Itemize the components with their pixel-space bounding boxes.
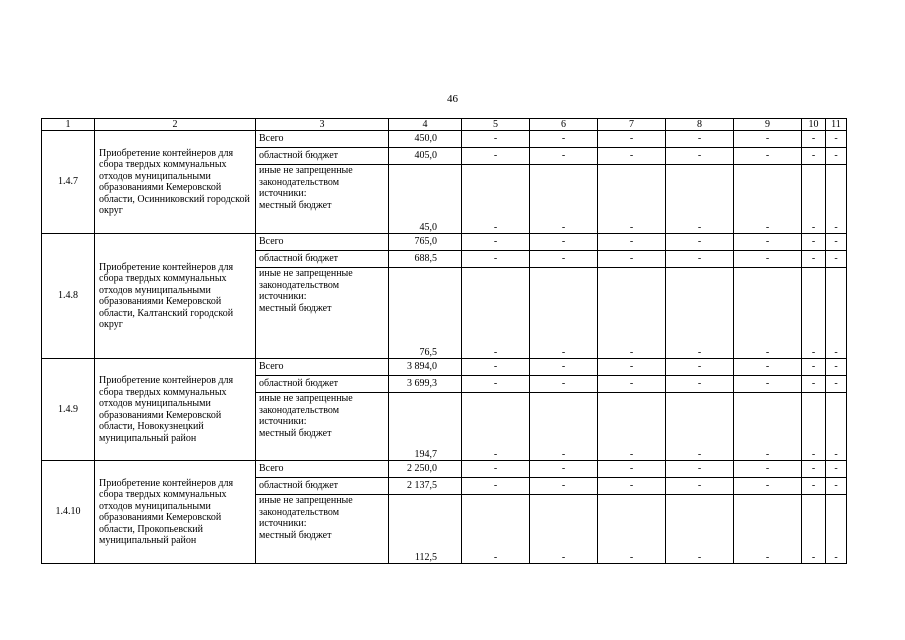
source-other-label: иные не запрещенные законодательством источники: — [259, 393, 353, 427]
source-other-label: иные не запрещенные законодательством источники: — [259, 165, 353, 199]
value-cell: - — [826, 359, 847, 376]
value-cell: - — [802, 461, 826, 478]
value-cell: - — [598, 251, 666, 268]
value-cell: - — [598, 478, 666, 495]
value-cell: - — [530, 268, 598, 359]
budget-table — [41, 118, 847, 564]
header-cell: 11 — [826, 119, 847, 131]
total-value: 765,0 — [389, 234, 462, 251]
value-cell: - — [826, 376, 847, 393]
source-total-label: Всего — [256, 234, 389, 251]
source-other-label: иные не запрещенные законодательством источники: — [259, 268, 353, 302]
value-cell: - — [530, 148, 598, 165]
value-cell: - — [826, 131, 847, 148]
item-number: 1.4.8 — [42, 234, 95, 359]
value-cell: - — [598, 359, 666, 376]
value-cell: - — [734, 131, 802, 148]
item-name: Приобретение контейнеров для сбора твердых коммунальных отходов муниципальными образованиями Кемеровской области, Прокопьевский муниципальный район — [95, 461, 256, 564]
value-cell: - — [530, 393, 598, 461]
value-cell: - — [666, 495, 734, 564]
value-cell: - — [734, 148, 802, 165]
value-cell: - — [826, 478, 847, 495]
total-value: 3 894,0 — [389, 359, 462, 376]
table-row-total — [42, 131, 847, 148]
value-cell: - — [826, 393, 847, 461]
value-cell: - — [530, 495, 598, 564]
value-cell: - — [530, 165, 598, 234]
value-cell: - — [530, 234, 598, 251]
value-cell: - — [598, 376, 666, 393]
source-total-label: Всего — [256, 131, 389, 148]
item-number: 1.4.9 — [42, 359, 95, 461]
value-cell: - — [802, 251, 826, 268]
value-cell: - — [462, 251, 530, 268]
region-value: 3 699,3 — [389, 376, 462, 393]
source-local-label: местный бюджет — [259, 427, 332, 439]
value-cell: - — [734, 251, 802, 268]
value-cell: - — [666, 461, 734, 478]
value-cell: - — [802, 131, 826, 148]
value-cell: - — [462, 359, 530, 376]
value-cell: - — [666, 268, 734, 359]
source-total-label: Всего — [256, 359, 389, 376]
value-cell: - — [598, 495, 666, 564]
value-cell: - — [530, 461, 598, 478]
value-cell: - — [826, 461, 847, 478]
value-cell: - — [462, 268, 530, 359]
value-cell: - — [666, 165, 734, 234]
value-cell: - — [802, 376, 826, 393]
value-cell: - — [462, 234, 530, 251]
source-local-label: местный бюджет — [259, 302, 332, 314]
value-cell: - — [734, 268, 802, 359]
page-number: 46 — [447, 93, 458, 105]
local-value: 194,7 — [389, 393, 462, 461]
source-other-cell — [256, 393, 389, 461]
value-cell: - — [462, 376, 530, 393]
value-cell: - — [826, 148, 847, 165]
source-other-cell — [256, 495, 389, 564]
source-region-label: областной бюджет — [256, 376, 389, 393]
table-row-total — [42, 234, 847, 251]
total-value: 450,0 — [389, 131, 462, 148]
value-cell: - — [462, 495, 530, 564]
source-local-label: местный бюджет — [259, 199, 332, 211]
value-cell: - — [598, 131, 666, 148]
value-cell: - — [666, 376, 734, 393]
local-value: 76,5 — [389, 268, 462, 359]
value-cell: - — [802, 359, 826, 376]
local-value: 112,5 — [389, 495, 462, 564]
header-cell: 9 — [734, 119, 802, 131]
region-value: 2 137,5 — [389, 478, 462, 495]
total-value: 2 250,0 — [389, 461, 462, 478]
value-cell: - — [802, 478, 826, 495]
header-cell: 1 — [42, 119, 95, 131]
value-cell: - — [530, 131, 598, 148]
value-cell: - — [462, 461, 530, 478]
value-cell: - — [826, 234, 847, 251]
value-cell: - — [462, 393, 530, 461]
value-cell: - — [734, 376, 802, 393]
table-body — [42, 131, 847, 564]
value-cell: - — [734, 393, 802, 461]
value-cell: - — [666, 148, 734, 165]
header-cell: 2 — [95, 119, 256, 131]
value-cell: - — [826, 165, 847, 234]
value-cell: - — [666, 478, 734, 495]
value-cell: - — [666, 251, 734, 268]
value-cell: - — [802, 165, 826, 234]
source-region-label: областной бюджет — [256, 478, 389, 495]
value-cell: - — [734, 478, 802, 495]
value-cell: - — [734, 461, 802, 478]
item-name: Приобретение контейнеров для сбора твердых коммунальных отходов муниципальными образованиями Кемеровской области, Осинниковский городской округ — [95, 131, 256, 234]
table-header-row — [42, 119, 847, 131]
value-cell: - — [530, 359, 598, 376]
value-cell: - — [666, 131, 734, 148]
region-value: 688,5 — [389, 251, 462, 268]
value-cell: - — [462, 148, 530, 165]
value-cell: - — [734, 234, 802, 251]
item-number: 1.4.10 — [42, 461, 95, 564]
value-cell: - — [802, 148, 826, 165]
item-name: Приобретение контейнеров для сбора твердых коммунальных отходов муниципальными образованиями Кемеровской области, Новокузнецкий муниципальный район — [95, 359, 256, 461]
value-cell: - — [826, 495, 847, 564]
value-cell: - — [666, 393, 734, 461]
value-cell: - — [826, 268, 847, 359]
value-cell: - — [598, 268, 666, 359]
value-cell: - — [666, 359, 734, 376]
header-cell: 6 — [530, 119, 598, 131]
value-cell: - — [530, 251, 598, 268]
value-cell: - — [598, 393, 666, 461]
header-cell: 3 — [256, 119, 389, 131]
header-cell: 4 — [389, 119, 462, 131]
value-cell: - — [734, 165, 802, 234]
header-cell: 10 — [802, 119, 826, 131]
value-cell: - — [462, 131, 530, 148]
table-row-total — [42, 359, 847, 376]
table-row-total — [42, 461, 847, 478]
local-value: 45,0 — [389, 165, 462, 234]
source-other-cell — [256, 268, 389, 359]
value-cell: - — [826, 251, 847, 268]
value-cell: - — [598, 148, 666, 165]
value-cell: - — [802, 234, 826, 251]
source-other-label: иные не запрещенные законодательством источники: — [259, 495, 353, 529]
value-cell: - — [462, 165, 530, 234]
source-region-label: областной бюджет — [256, 251, 389, 268]
value-cell: - — [802, 495, 826, 564]
value-cell: - — [530, 376, 598, 393]
source-total-label: Всего — [256, 461, 389, 478]
header-cell: 5 — [462, 119, 530, 131]
value-cell: - — [666, 234, 734, 251]
value-cell: - — [530, 478, 598, 495]
value-cell: - — [734, 495, 802, 564]
value-cell: - — [802, 268, 826, 359]
value-cell: - — [598, 165, 666, 234]
region-value: 405,0 — [389, 148, 462, 165]
value-cell: - — [462, 478, 530, 495]
source-region-label: областной бюджет — [256, 148, 389, 165]
header-cell: 7 — [598, 119, 666, 131]
value-cell: - — [802, 393, 826, 461]
value-cell: - — [598, 461, 666, 478]
header-cell: 8 — [666, 119, 734, 131]
source-local-label: местный бюджет — [259, 529, 332, 541]
item-name: Приобретение контейнеров для сбора твердых коммунальных отходов муниципальными образованиями Кемеровской области, Калтанский городской округ — [95, 234, 256, 359]
value-cell: - — [734, 359, 802, 376]
value-cell: - — [598, 234, 666, 251]
item-number: 1.4.7 — [42, 131, 95, 234]
source-other-cell — [256, 165, 389, 234]
